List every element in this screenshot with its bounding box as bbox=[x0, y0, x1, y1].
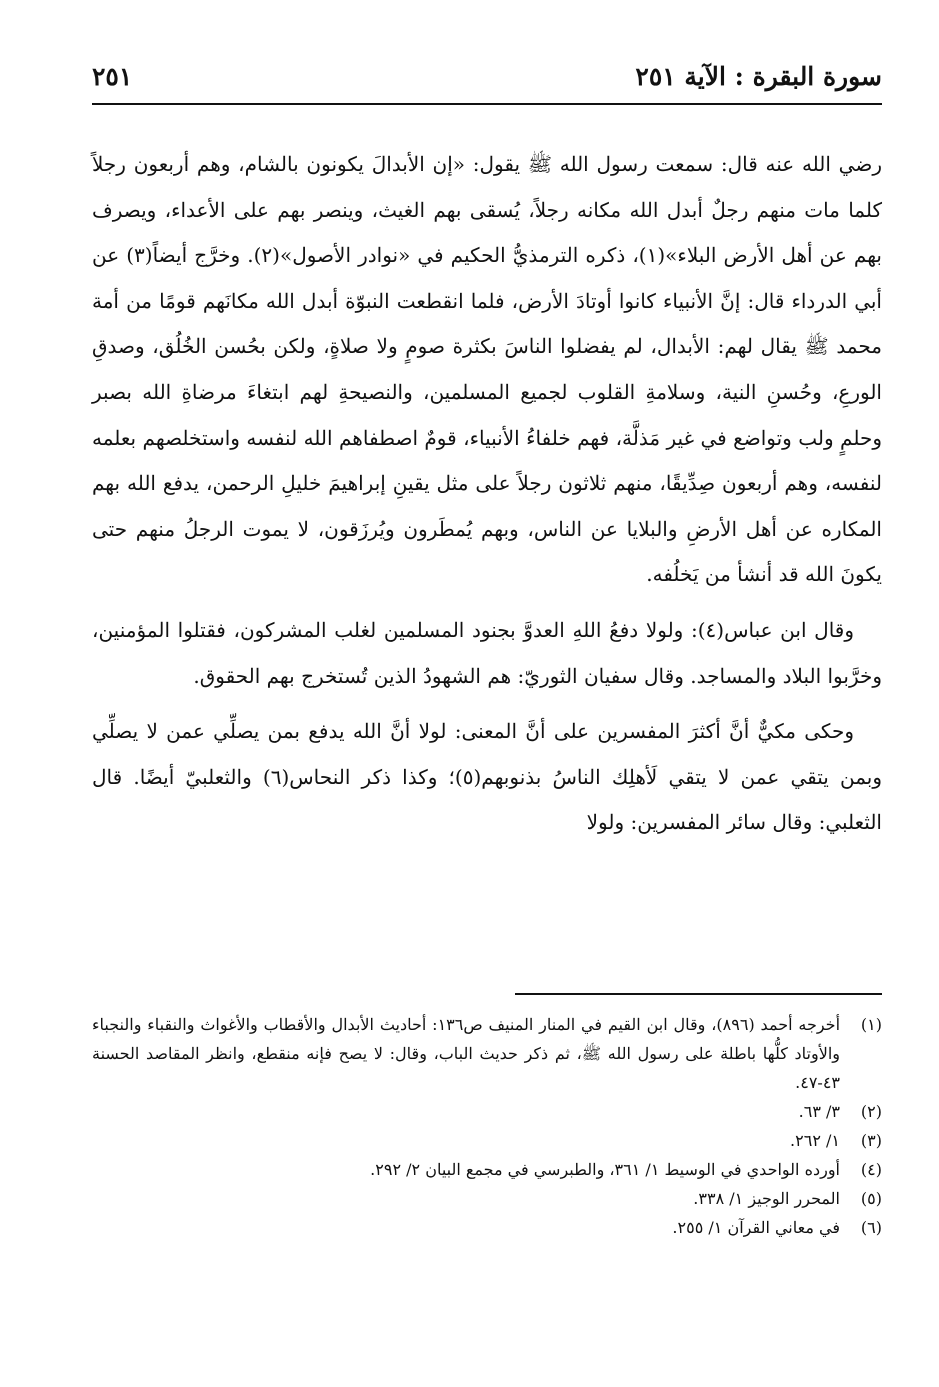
running-title: سورة البقرة : الآية ٢٥١ bbox=[635, 62, 882, 91]
header-divider bbox=[92, 103, 882, 105]
footnote-number: (٢) bbox=[860, 1102, 882, 1121]
footnote-number: (٤) bbox=[860, 1160, 882, 1179]
footnote-item bbox=[92, 1213, 882, 1242]
running-header bbox=[92, 60, 882, 100]
footnote-number: (٦) bbox=[860, 1218, 882, 1237]
footnote-number: (٣) bbox=[860, 1131, 882, 1150]
footnote-text: أخرجه أحمد (٨٩٦)، وقال ابن القيم في المنار المنيف ص١٣٦: أحاديث الأبدال والأقطاب والأغواث والنقباء والنجباء والأوتاد كلُّها باطلة على رسول الله ﷺ، ثم ذكر حديث الباب، وقال: لا يصح فإنه منقطع، وانظر المقاصد الحسنة ٤٣-٤٧. bbox=[92, 1015, 841, 1092]
footnote-text: ١/ ٢٦٢. bbox=[790, 1131, 840, 1150]
footnote-text: المحرر الوجيز ١/ ٣٣٨. bbox=[693, 1189, 840, 1208]
footnote-text: أورده الواحدي في الوسيط ١/ ٣٦١، والطبرسي في مجمع البيان ٢/ ٢٩٢. bbox=[370, 1160, 840, 1179]
page-number: ٢٥١ bbox=[92, 62, 133, 91]
footnote-item bbox=[92, 1097, 882, 1126]
paragraph-abdal: رضي الله عنه قال: سمعت رسول الله ﷺ يقول: «إن الأبدالَ يكونون بالشام، وهم أربعون رجلاً كلما مات منهم رجلٌ أبدل الله مكانه رجلاً، يُسقى بهم الغيث، وينصر بهم على الأعداء، ويصرف بهم عن أهل الأرض البلاء»(١)، ذكره الترمذيُّ الحكيم في «نوادر الأصول»(٢). وخرَّج أيضاً(٣) عن أبي الدرداء قال: إنَّ الأنبياء كانوا أوتادَ الأرض، فلما انقطعت النبوّة أبدل الله مكانَهم قومًا من أمة محمد ﷺ يقال لهم: الأبدال، لم يفضلوا الناسَ بكثرة صومٍ ولا صلاةٍ، ولكن بحُسن الخُلُق، وصدقِ الورعِ، وحُسنِ النية، وسلامةِ القلوب لجميع المسلمين، والنصيحةِ لهم ابتغاءَ مرضاةِ الله بصبر وحلمٍ ولب وتواضع في غير مَذلَّة، فهم خلفاءُ الأنبياء، قومٌ اصطفاهم الله لنفسه واستخلصهم بعلمه لنفسه، وهم أربعون صِدِّيقًا، منهم ثلاثون رجلاً على مثل يقينِ إبراهيمَ خليلِ الرحمن، يدفع الله بهم المكاره عن أهل الأرضِ والبلايا عن الناس، وبهم يُمطَرون ويُرزَقون، لا يموت الرجلُ منهم حتى يكونَ الله قد أنشأ من يَخلُفه. bbox=[92, 152, 882, 587]
footnote-number: (١) bbox=[860, 1015, 882, 1034]
footnote-text: ٣/ ٦٣. bbox=[798, 1102, 840, 1121]
footnote-number: (٥) bbox=[860, 1189, 882, 1208]
footnote-item bbox=[92, 1155, 882, 1184]
footnote-text: في معاني القرآن ١/ ٢٥٥. bbox=[672, 1218, 840, 1237]
footnotes bbox=[92, 1010, 882, 1242]
footnote-divider bbox=[515, 993, 882, 995]
footnote-item bbox=[92, 1010, 882, 1097]
main-text bbox=[92, 142, 882, 846]
paragraph-makki: وحكى مكيٌّ أنَّ أكثرَ المفسرين على أنَّ المعنى: لولا أنَّ الله يدفع بمن يصلِّي عمن لا يصلِّي وبمن يتقي عمن لا يتقي لَأهلِك الناسُ بذنوبهم(٥)؛ وكذا ذكر النحاس(٦) والثعلبيّ أيضًا. قال الثعلبي: وقال سائر المفسرين: ولولا bbox=[92, 719, 882, 835]
footnote-item bbox=[92, 1184, 882, 1213]
paragraph-ibn-abbas: وقال ابن عباس(٤): ولولا دفعُ اللهِ العدوَّ بجنود المسلمين لغلب المشركون، فقتلوا المؤمنين، وخرَّبوا البلاد والمساجد. وقال سفيان الثوريّ: هم الشهودُ الذين تُستخرج بهم الحقوق. bbox=[92, 617, 882, 688]
footnote-item bbox=[92, 1126, 882, 1155]
